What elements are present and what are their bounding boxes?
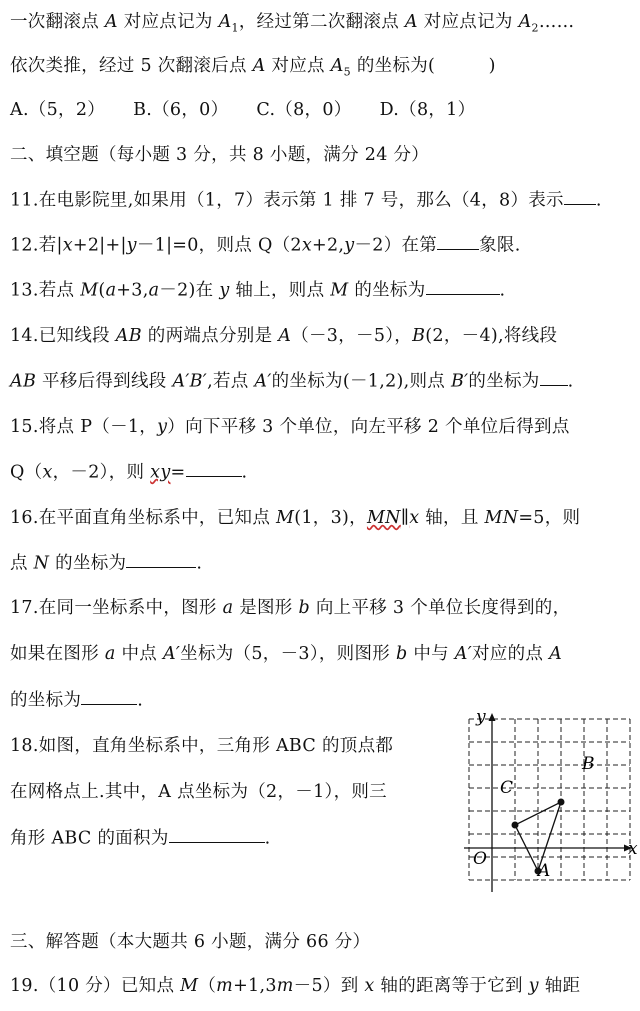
option-d: D.（8，1） (379, 100, 476, 120)
q14-line2: AB 平移后得到线段 A′B′,若点 A′的坐标为(－1,2),则点 B′的坐标为 . (10, 367, 573, 392)
option-b: B.（6，0） (133, 100, 229, 120)
point-b (558, 799, 565, 806)
q16-line1: 16.在平面直角坐标系中，已知点 M(1，3)，MN∥x 轴，且 MN=5，则 (10, 508, 581, 528)
answer-blank (437, 231, 479, 250)
origin-label: O (473, 849, 487, 869)
q16-line2: 点 N 的坐标为 . (10, 549, 202, 574)
answer-blank (186, 458, 242, 477)
point-a-label: A (538, 861, 551, 881)
q15-line2: Q（x，－2），则 xy= . (10, 458, 247, 483)
answer-blank (564, 186, 596, 205)
q10-continuation-line2: 依次类推，经过 5 次翻滚后点 A 对应点 $A_5$ 的坐标为( ) (10, 56, 496, 79)
dashed-grid (469, 719, 630, 880)
q17-line3: 的坐标为 . (10, 686, 143, 711)
option-c: C.（8，0） (256, 100, 352, 120)
q11: 11.在电影院里,如果用（1，7）表示第 1 排 7 号，那么（4，8）表示 . (10, 186, 602, 211)
q18-line3: 角形 ABC 的面积为 . (10, 824, 271, 849)
point-b-label: B (582, 754, 595, 774)
section-2-heading: 二、填空题（每小题 3 分，共 8 小题，满分 24 分） (10, 145, 430, 165)
q19: 19.（10 分）已知点 M（m+1,3m－5）到 x 轴的距离等于它到 y 轴距 (10, 976, 581, 996)
q17-line1: 17.在同一坐标系中，图形 a 是图形 b 向上平移 3 个单位长度得到的， (10, 598, 571, 618)
answer-blank (540, 367, 568, 386)
y-axis-arrow-icon (489, 713, 496, 721)
q10-continuation-line1: 一次翻滚点 A 对应点记为 $A_1$，经过第二次翻滚点 A 对应点记为 $A_2\dots\dots$ (10, 12, 575, 35)
q14-line1: 14.已知线段 AB 的两端点分别是 A（－3，－5），B(2，－4),将线段 (10, 326, 558, 346)
option-a: A.（5，2） (10, 100, 106, 120)
q13: 13.若点 M(a+3,a－2)在 y 轴上，则点 M 的坐标为 . (10, 276, 505, 301)
q17-line2: 如果在图形 a 中点 A′坐标为（5，－3），则图形 b 中与 A′对应的点 A (10, 644, 563, 664)
answer-blank (169, 824, 265, 843)
answer-blank (126, 549, 196, 568)
q15-line1: 15.将点 P（－1，y）向下平移 3 个单位，向左平移 2 个单位后得到点 (10, 417, 570, 437)
q10-options (10, 96, 503, 121)
point-c (512, 822, 519, 829)
point-c-label: C (500, 778, 514, 798)
answer-blank (426, 276, 500, 295)
y-axis-label: y (476, 708, 486, 727)
x-axis-label: x (628, 839, 638, 859)
q18-line2: 在网格点上.其中，A 点坐标为（2，－1），则三 (10, 782, 387, 802)
answer-blank (81, 686, 137, 705)
q18-line1: 18.如图，直角坐标系中，三角形 ABC 的顶点都 (10, 736, 394, 756)
section-3-heading: 三、解答题（本大题共 6 小题，满分 66 分） (10, 932, 371, 952)
q12: 12.若|x+2|+|y－1|=0，则点 Q（2x+2,y－2）在第 象限. (10, 231, 521, 256)
triangle-abc-figure (460, 708, 640, 898)
